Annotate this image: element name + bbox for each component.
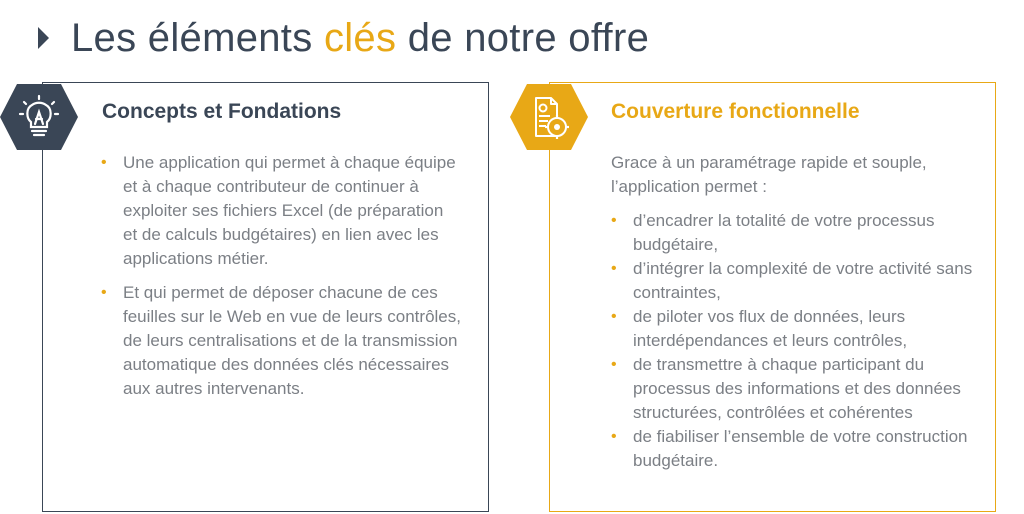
coverage-list [611, 209, 981, 473]
list-item: • Une application qui permet à chaque équipe et à chaque contributeur de continuer à exploiter ses fichiers Excel (de préparation et de calculs budgétaires) en lien avec les applications métier. [101, 151, 461, 271]
concepts-list [101, 151, 461, 411]
coverage-heading: Couverture fonctionnelle [611, 100, 860, 123]
list-item: • d’encadrer la totalité de votre processus budgétaire, [611, 209, 981, 257]
lightbulb-icon [0, 84, 78, 150]
list-item: • Et qui permet de déposer chacune de ces feuilles sur le Web en vue de leurs contrôles, de leurs centralisations et de la transmission automatique des données clés nécessaires aux autres intervenants. [101, 281, 461, 401]
page-title [38, 8, 649, 68]
document-gear-icon [510, 84, 588, 150]
title-prefix: Les éléments [71, 15, 313, 60]
list-item: • de piloter vos flux de données, leurs interdépendances et leurs contrôles, [611, 305, 981, 353]
list-item: • de fiabiliser l’ensemble de votre construction budgétaire. [611, 425, 981, 473]
title-accent: clés [323, 15, 397, 60]
list-item: • de transmettre à chaque participant du processus des informations et des données structurées, contrôlées et cohérentes [611, 353, 981, 425]
coverage-intro: Grace à un paramétrage rapide et souple, l’application permet : [611, 153, 927, 196]
list-item: • d’intégrer la complexité de votre activité sans contraintes, [611, 257, 981, 305]
title-suffix: de notre offre [407, 15, 650, 60]
concepts-heading: Concepts et Fondations [102, 100, 342, 123]
caret-right-icon [38, 27, 49, 49]
page-title-text [71, 16, 649, 61]
